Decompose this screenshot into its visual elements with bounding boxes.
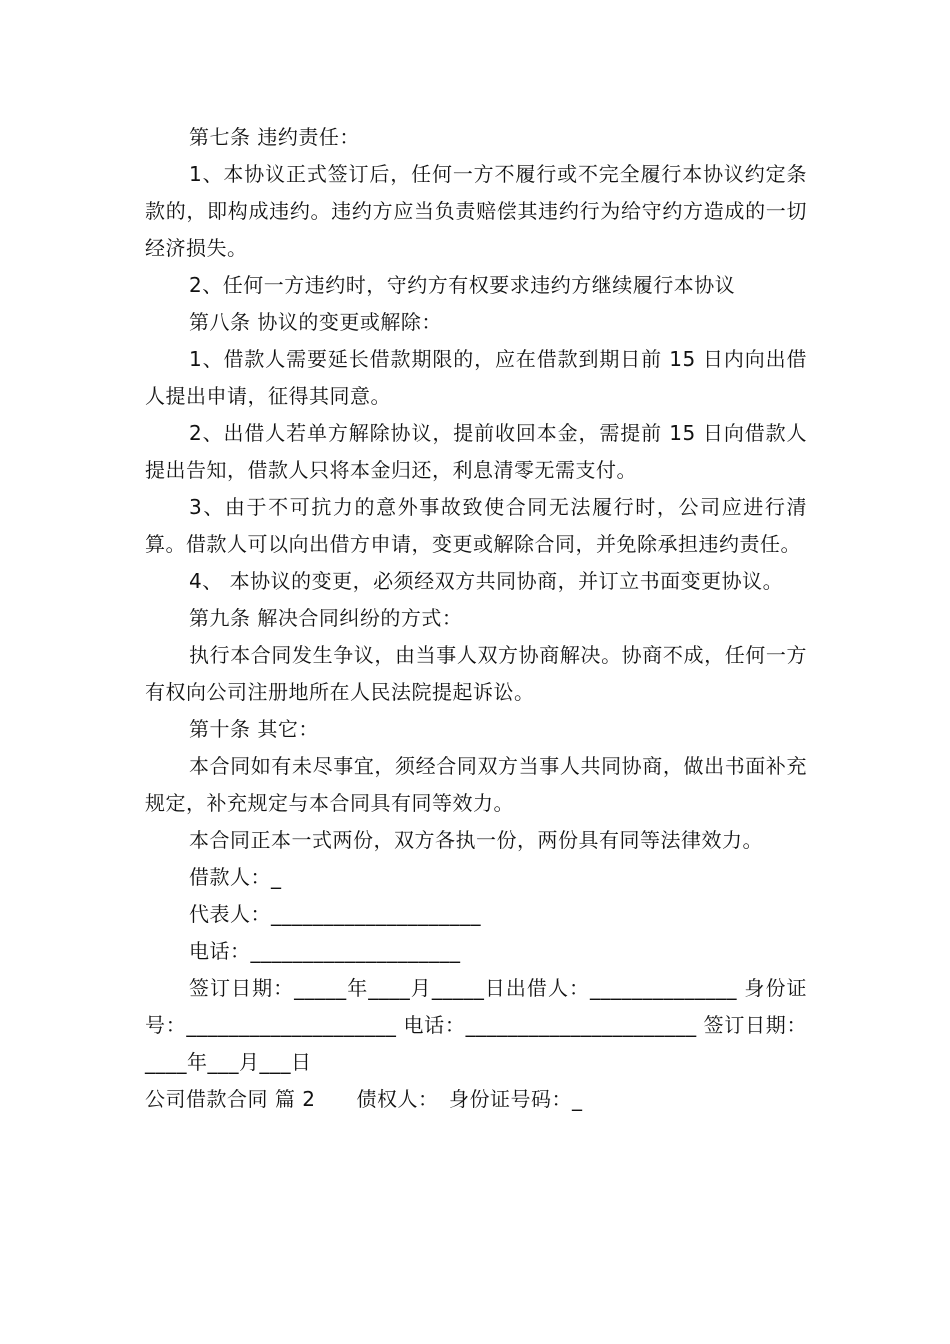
representative-line: 代表人：____________________: [189, 902, 481, 926]
article7-item1: 1、本协议正式签订后，任何一方不履行或不完全履行本协议约定条款的，即构成违约。违约方应当负责赔偿其违约行为给守约方造成的一切经济损失。: [145, 162, 807, 260]
article9-title: 第九条 解决合同纠纷的方式：: [189, 606, 463, 630]
article8-item3: 3、由于不可抗力的意外事故致使合同无法履行时，公司应进行清算。借款人可以向出借方申请，变更或解除合同，并免除承担违约责任。: [145, 495, 807, 556]
contract2-heading: 公司借款合同 篇 2 债权人： 身份证号码：_: [145, 1087, 583, 1111]
article8-item4: 4、 本协议的变更，必须经双方共同协商，并订立书面变更协议。: [189, 569, 784, 593]
article8-item1: 1、借款人需要延长借款期限的，应在借款到期日前 15 日内向出借人提出申请，征得其同意。: [145, 347, 807, 408]
phone-line: 电话：____________________: [189, 939, 461, 963]
article7-title: 第七条 违约责任：: [189, 125, 360, 149]
article10-body2: 本合同正本一式两份，双方各执一份，两份具有同等法律效力。: [189, 828, 763, 852]
signature-block: 签订日期：_____年____月_____日出借人：______________ 身份证号：____________________ 电话：______________________ 签订日期：____年___月___日: [145, 976, 807, 1074]
borrower-line: 借款人：_: [189, 865, 282, 889]
article10-title: 第十条 其它：: [189, 717, 319, 741]
article8-item2: 2、出借人若单方解除协议，提前收回本金，需提前 15 日向借款人提出告知，借款人只将本金归还，利息清零无需支付。: [145, 421, 807, 482]
article7-item2: 2、任何一方违约时，守约方有权要求违约方继续履行本协议: [189, 273, 736, 297]
article9-body: 执行本合同发生争议，由当事人双方协商解决。协商不成，任何一方有权向公司注册地所在人民法院提起诉讼。: [145, 643, 807, 704]
article8-title: 第八条 协议的变更或解除：: [189, 310, 442, 334]
document-body: [145, 119, 807, 1118]
article10-body1: 本合同如有未尽事宜，须经合同双方当事人共同协商，做出书面补充规定，补充规定与本合同具有同等效力。: [145, 754, 807, 815]
